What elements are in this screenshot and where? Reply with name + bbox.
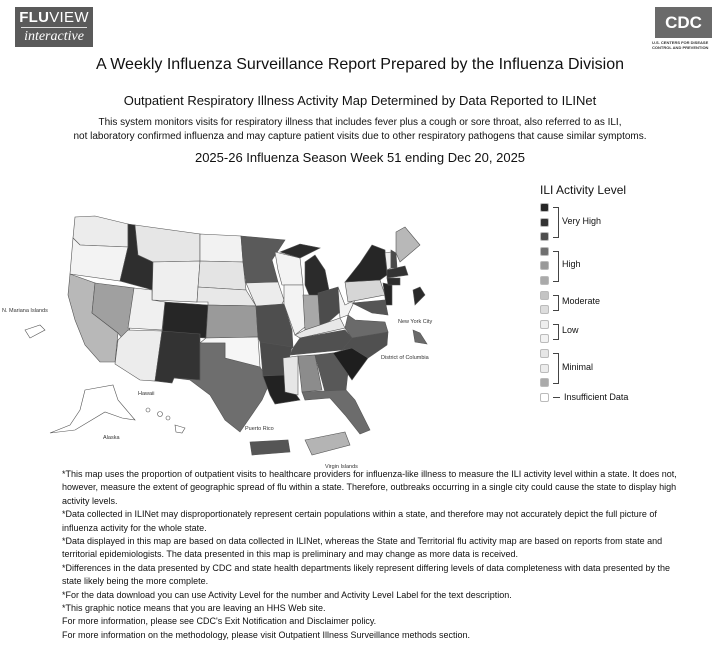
legend-dash: [553, 397, 560, 398]
legend-label-moderate: Moderate: [562, 295, 601, 306]
legend-bracket: [553, 324, 559, 341]
legend-bracket: [553, 295, 559, 312]
region-ct[interactable]: [387, 278, 400, 285]
legend-swatch-insufficient: [540, 393, 549, 402]
region-pa[interactable]: [345, 280, 385, 302]
note: *For the data download you can use Activity Level for the number and Activity Level Label for the text description.: [62, 589, 512, 600]
region-mp[interactable]: [25, 325, 45, 338]
note-exit-link[interactable]: For more information, please see CDC's Exit Notification and Disclaimer policy.: [62, 616, 377, 627]
legend-swatch: [540, 218, 549, 227]
region-md[interactable]: [352, 300, 388, 315]
label-puerto-rico: Puerto Rico: [245, 426, 274, 432]
region-ks[interactable]: [206, 305, 258, 338]
us-ili-activity-map: [0, 195, 500, 470]
legend-swatch: [540, 349, 549, 358]
legend-swatch: [540, 378, 549, 387]
region-fl[interactable]: [302, 390, 370, 434]
note-methods-link[interactable]: For more information on the methodology, please visit Outpatient Illness Surveillance methods section.: [62, 629, 471, 640]
region-nyc[interactable]: [413, 330, 427, 344]
logo-divider: [21, 27, 87, 28]
legend-swatch: [540, 364, 549, 373]
legend-label-minimal: Minimal: [562, 361, 594, 372]
region-sd[interactable]: [198, 261, 246, 290]
legend-label-high: High: [562, 259, 581, 270]
legend-bracket: [553, 353, 559, 384]
region-hi-island[interactable]: [166, 416, 170, 420]
region-ny[interactable]: [345, 245, 387, 282]
region-ne[interactable]: [197, 287, 256, 306]
note: *Data displayed in this map are based on data collected in ILINet, whereas the State and Territorial flu activity map are based on reports from state and territorial epidemiologists. The data presented in this map is preliminary and may change as more data is received.: [62, 536, 663, 560]
region-wa[interactable]: [73, 216, 128, 247]
region-wy[interactable]: [152, 261, 200, 302]
logo-title: [15, 9, 93, 26]
label-dc: District of Columbia: [381, 355, 429, 361]
logo-bold: FLU: [19, 9, 50, 26]
footnotes: [62, 468, 682, 642]
label-alaska: Alaska: [103, 435, 120, 441]
region-pr[interactable]: [250, 440, 290, 455]
region-vi[interactable]: [305, 432, 350, 455]
region-mt[interactable]: [135, 225, 200, 262]
region-hi[interactable]: [175, 425, 185, 433]
description-line-2: not laboratory confirmed influenza and may capture patient visits due to other respiratory pathogens that cause similar symptoms.: [73, 131, 647, 142]
label-mariana: N. Mariana Islands: [2, 308, 48, 314]
legend-swatch: [540, 232, 549, 241]
legend-swatch: [540, 203, 549, 212]
page-title: A Weekly Influenza Surveillance Report Prepared by the Influenza Division: [96, 56, 624, 73]
legend-swatch: [540, 247, 549, 256]
region-az[interactable]: [115, 330, 162, 381]
note: *This graphic notice means that you are leaving an HHS Web site.: [62, 603, 326, 614]
legend-label-insufficient: Insufficient Data: [564, 391, 629, 402]
legend-swatch: [540, 305, 549, 314]
label-nyc: New York City: [398, 319, 433, 325]
region-in[interactable]: [303, 295, 320, 330]
legend-label-very-high: Very High: [562, 215, 602, 226]
legend-label-low: Low: [562, 325, 579, 336]
region-ak[interactable]: [50, 385, 135, 433]
cdc-logo-subtitle: U.S. CENTERS FOR DISEASE CONTROL AND PREVENTION: [652, 40, 709, 50]
legend-swatch: [540, 261, 549, 270]
note: *Data collected in ILINet may disproportionately represent certain populations within a state, and therefore may not accurately depict the full picture of influenza activity for the whole state.: [62, 509, 657, 533]
legend-swatch: [540, 320, 549, 329]
legend-swatch: [540, 291, 549, 300]
season-week: 2025-26 Influenza Season Week 51 ending Dec 20, 2025: [194, 150, 526, 165]
legend-bracket: [553, 207, 559, 238]
note: *Differences in the data presented by CDC and state health departments likely represent differing levels of data completeness with data presented by the state likely being the more complete.: [62, 562, 671, 587]
label-virgin-islands: Virgin Islands: [325, 464, 358, 470]
description-line-1: This system monitors visits for respiratory illness that includes fever plus a cough or sore throat, also referred to as ILI,: [98, 117, 622, 128]
note: *This map uses the proportion of outpatient visits to healthcare providers for influenza-like illness to measure the ILI activity level within a state. It does not, however, measure the extent of geographic spread of flu within a state. Therefore, outbreaks occurring in a single city could cause the state to display high activity levels.: [62, 469, 677, 506]
map-subtitle: Outpatient Respiratory Illness Activity Map Determined by Data Reported to ILINet: [123, 93, 597, 108]
region-nm[interactable]: [155, 331, 200, 383]
legend-title: ILI Activity Level: [540, 183, 627, 197]
region-hi-island[interactable]: [158, 412, 163, 417]
legend-bracket: [553, 251, 559, 282]
legend-swatch: [540, 276, 549, 285]
label-hawaii: Hawaii: [138, 391, 155, 397]
region-ms[interactable]: [283, 356, 298, 395]
logo-sub: interactive: [24, 29, 84, 44]
legend-swatch: [540, 334, 549, 343]
region-nd[interactable]: [200, 234, 243, 262]
fluview-interactive-logo[interactable]: [15, 7, 93, 47]
logo-rest: VIEW: [49, 9, 89, 26]
region-me[interactable]: [396, 227, 420, 262]
region-dc[interactable]: [413, 287, 425, 305]
cdc-logo[interactable]: CDC: [655, 7, 712, 38]
region-hi-island[interactable]: [146, 408, 150, 412]
